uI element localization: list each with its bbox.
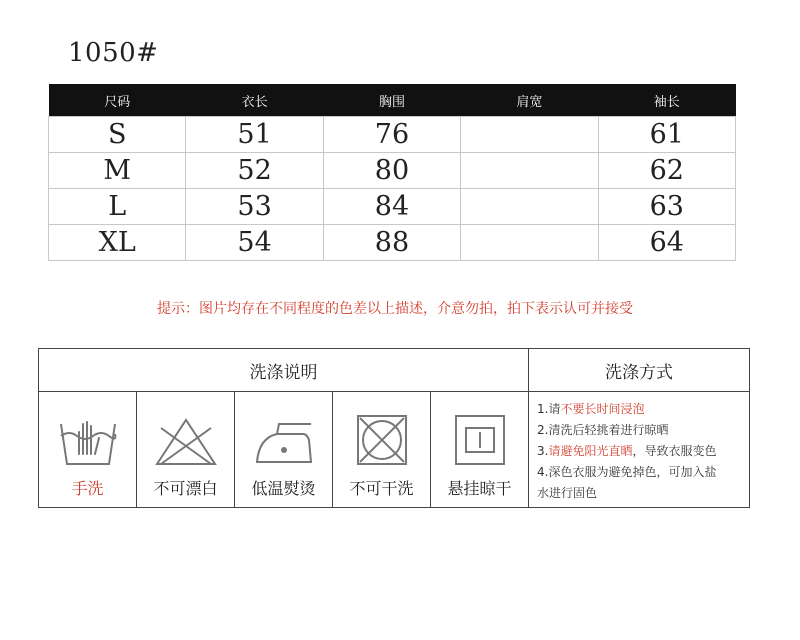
cell-sleeve: 62 bbox=[598, 153, 735, 189]
care-item-no-dry-clean bbox=[333, 392, 431, 507]
cell-sleeve: 61 bbox=[598, 117, 735, 153]
cell-shoulder bbox=[461, 117, 598, 153]
cell-shoulder bbox=[461, 189, 598, 225]
cell-size: M bbox=[49, 153, 186, 189]
wash-step: 水进行固色 bbox=[537, 486, 598, 500]
care-item-low-iron bbox=[235, 392, 333, 507]
care-item-hang-dry bbox=[431, 392, 528, 507]
table-row bbox=[49, 153, 736, 189]
header-sleeve: 袖长 bbox=[598, 84, 735, 117]
cell-chest: 76 bbox=[323, 117, 460, 153]
cell-chest: 80 bbox=[323, 153, 460, 189]
cell-length: 52 bbox=[186, 153, 323, 189]
care-label: 不可干洗 bbox=[349, 479, 414, 498]
cell-shoulder bbox=[461, 225, 598, 261]
no-dry-clean-icon bbox=[354, 414, 410, 470]
care-item-no-bleach bbox=[137, 392, 235, 507]
header-length: 衣长 bbox=[186, 84, 323, 117]
cell-length: 53 bbox=[186, 189, 323, 225]
cell-chest: 88 bbox=[323, 225, 460, 261]
low-iron-icon bbox=[251, 414, 317, 470]
hand-wash-icon bbox=[57, 414, 119, 470]
cell-size: L bbox=[49, 189, 186, 225]
cell-chest: 84 bbox=[323, 189, 460, 225]
care-right-title: 洗涤方式 bbox=[529, 349, 749, 392]
wash-step: 4.深色衣服为避免掉色，可加入盐 bbox=[537, 465, 717, 479]
size-table-header-row bbox=[49, 84, 736, 117]
cell-size: S bbox=[49, 117, 186, 153]
cell-sleeve: 64 bbox=[598, 225, 735, 261]
header-chest: 胸围 bbox=[323, 84, 460, 117]
hang-dry-icon bbox=[452, 414, 508, 470]
cell-length: 54 bbox=[186, 225, 323, 261]
wash-step: 1.请不要长时间浸泡 bbox=[537, 402, 645, 416]
model-number: 1050# bbox=[68, 38, 159, 68]
header-shoulder: 肩宽 bbox=[461, 84, 598, 117]
wash-step: 3.请避免阳光直晒，导致衣服变色 bbox=[537, 444, 717, 458]
cell-shoulder bbox=[461, 153, 598, 189]
color-difference-notice: 提示：图片均存在不同程度的色差以上描述，介意勿拍，拍下表示认可并接受 bbox=[157, 301, 633, 317]
care-label: 手洗 bbox=[71, 479, 104, 498]
table-row bbox=[49, 117, 736, 153]
cell-sleeve: 63 bbox=[598, 189, 735, 225]
header-size: 尺码 bbox=[49, 84, 186, 117]
care-left-title: 洗涤说明 bbox=[39, 349, 529, 392]
care-instructions-panel bbox=[38, 348, 750, 508]
care-item-hand-wash bbox=[39, 392, 137, 507]
table-row bbox=[49, 189, 736, 225]
size-table bbox=[48, 84, 736, 261]
wash-steps bbox=[537, 399, 747, 504]
cell-length: 51 bbox=[186, 117, 323, 153]
cell-size: XL bbox=[49, 225, 186, 261]
care-label: 低温熨烫 bbox=[251, 479, 316, 498]
care-icons-row bbox=[39, 392, 529, 507]
table-row bbox=[49, 225, 736, 261]
no-bleach-icon bbox=[151, 414, 221, 470]
wash-step: 2.清洗后轻挑着进行晾晒 bbox=[537, 423, 669, 437]
care-label: 悬挂晾干 bbox=[447, 479, 512, 498]
care-label: 不可漂白 bbox=[153, 479, 218, 498]
